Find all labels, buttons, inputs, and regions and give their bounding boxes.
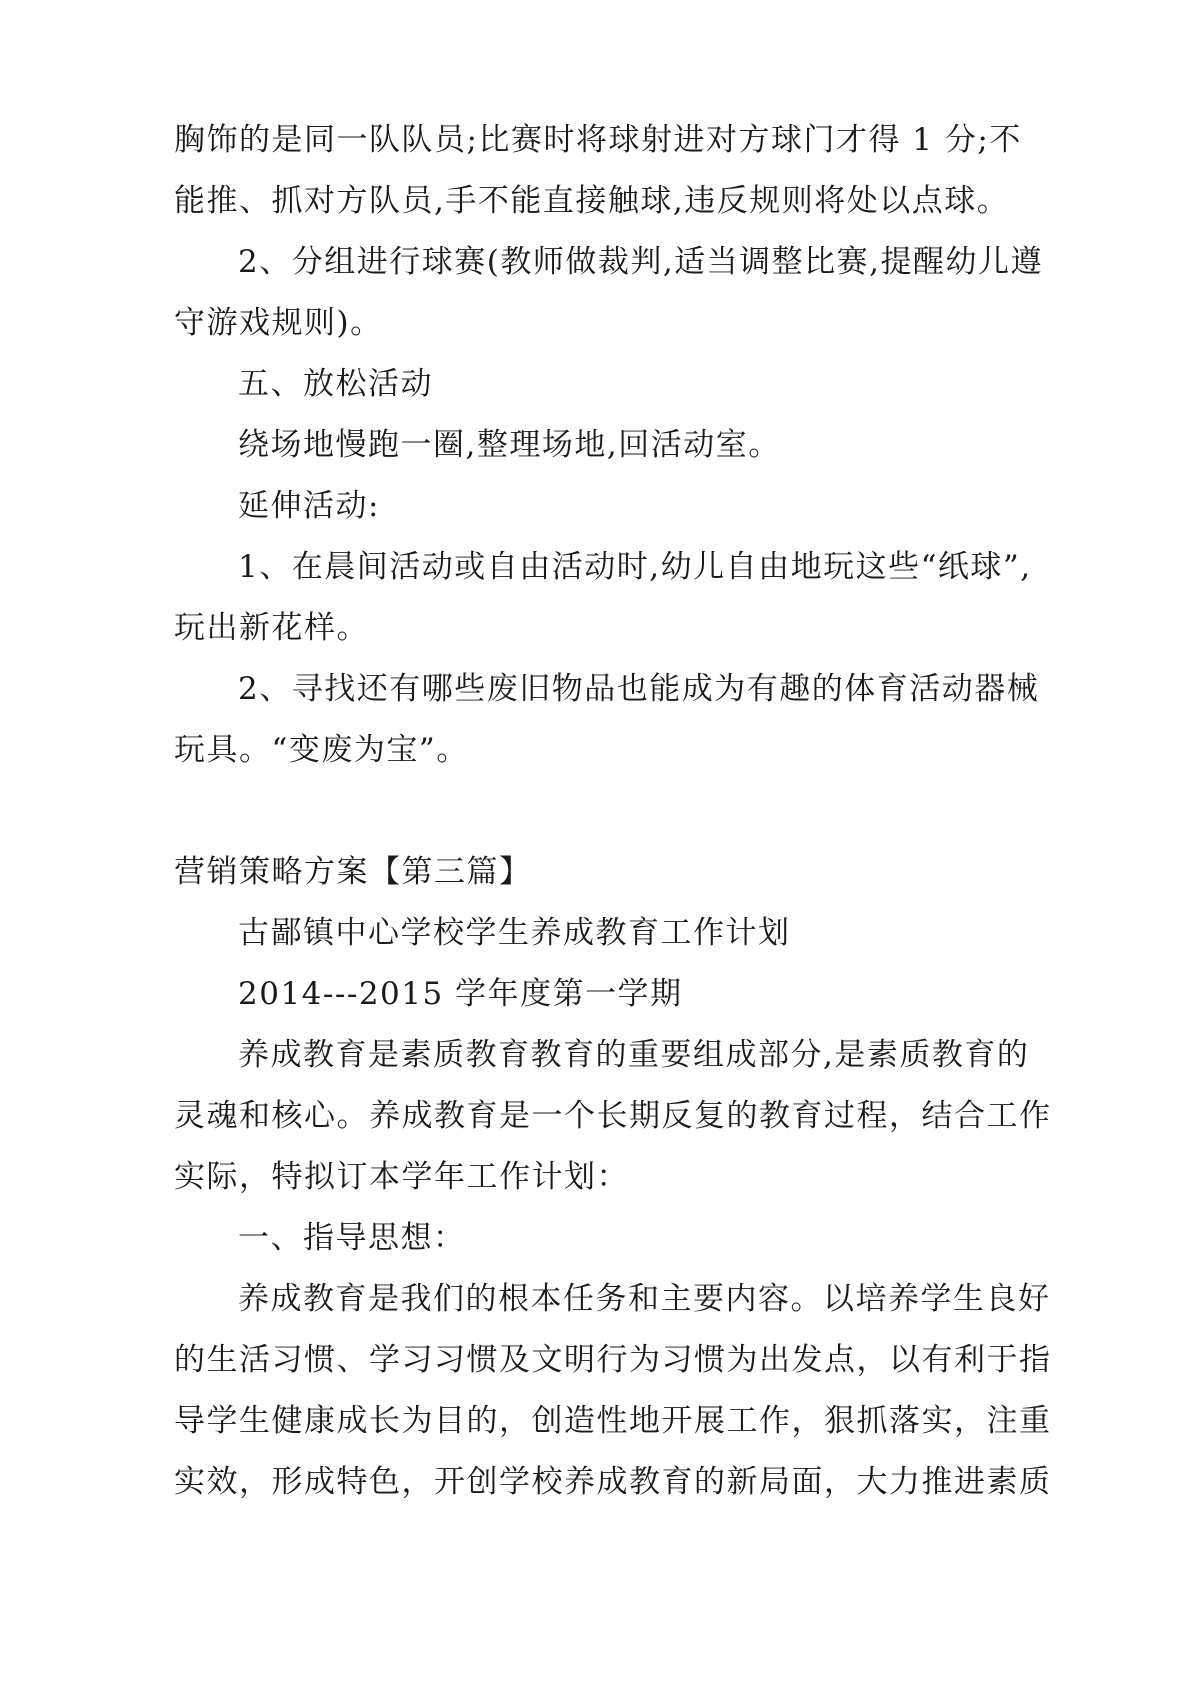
section-heading: 五、放松活动 (238, 366, 433, 402)
document-title: 古鄙镇中心学校学生养成教育工作计划 (238, 915, 791, 951)
paragraph-line: 玩具。“变废为宝”。 (174, 732, 469, 768)
section-heading: 一、指导思想： (238, 1220, 466, 1256)
paragraph-line: 胸饰的是同一队队员;比赛时将球射进对方球门才得 1 分;不 (174, 122, 1022, 158)
section-heading: 延伸活动: (238, 488, 380, 524)
paragraph-line: 玩出新花样。 (174, 610, 369, 646)
paragraph-line: 绕场地慢跑一圈,整理场地,回活动室。 (238, 427, 781, 463)
paragraph-line: 1、在晨间活动或自由活动时,幼儿自由地玩这些“纸球”, (238, 549, 1032, 585)
paragraph-line: 守游戏规则)。 (174, 305, 383, 341)
paragraph-line: 2、分组进行球赛(教师做裁判,适当调整比赛,提醒幼儿遵 (238, 244, 1044, 280)
paragraph-line: 养成教育是我们的根本任务和主要内容。以培养学生良好 (238, 1281, 1051, 1317)
paragraph-line: 实效，形成特色，开创学校养成教育的新局面，大力推进素质 (174, 1464, 1052, 1500)
document-subtitle: 2014---2015 学年度第一学期 (238, 976, 683, 1012)
paragraph-line: 实际，特拟订本学年工作计划： (174, 1159, 629, 1195)
chapter-title: 营销策略方案【第三篇】 (174, 854, 532, 890)
paragraph-line: 灵魂和核心。养成教育是一个长期反复的教育过程，结合工作 (174, 1098, 1052, 1134)
paragraph-line: 的生活习惯、学习习惯及文明行为习惯为出发点，以有利于指 (174, 1342, 1052, 1378)
paragraph-line: 导学生健康成长为目的，创造性地开展工作，狠抓落实，注重 (174, 1403, 1052, 1439)
paragraph-line: 养成教育是素质教育教育的重要组成部分,是素质教育的 (238, 1037, 1030, 1073)
paragraph-line: 能推、抓对方队员,手不能直接触球,违反规则将处以点球。 (174, 183, 1010, 219)
paragraph-line: 2、寻找还有哪些废旧物品也能成为有趣的体育活动器械 (238, 671, 1040, 707)
